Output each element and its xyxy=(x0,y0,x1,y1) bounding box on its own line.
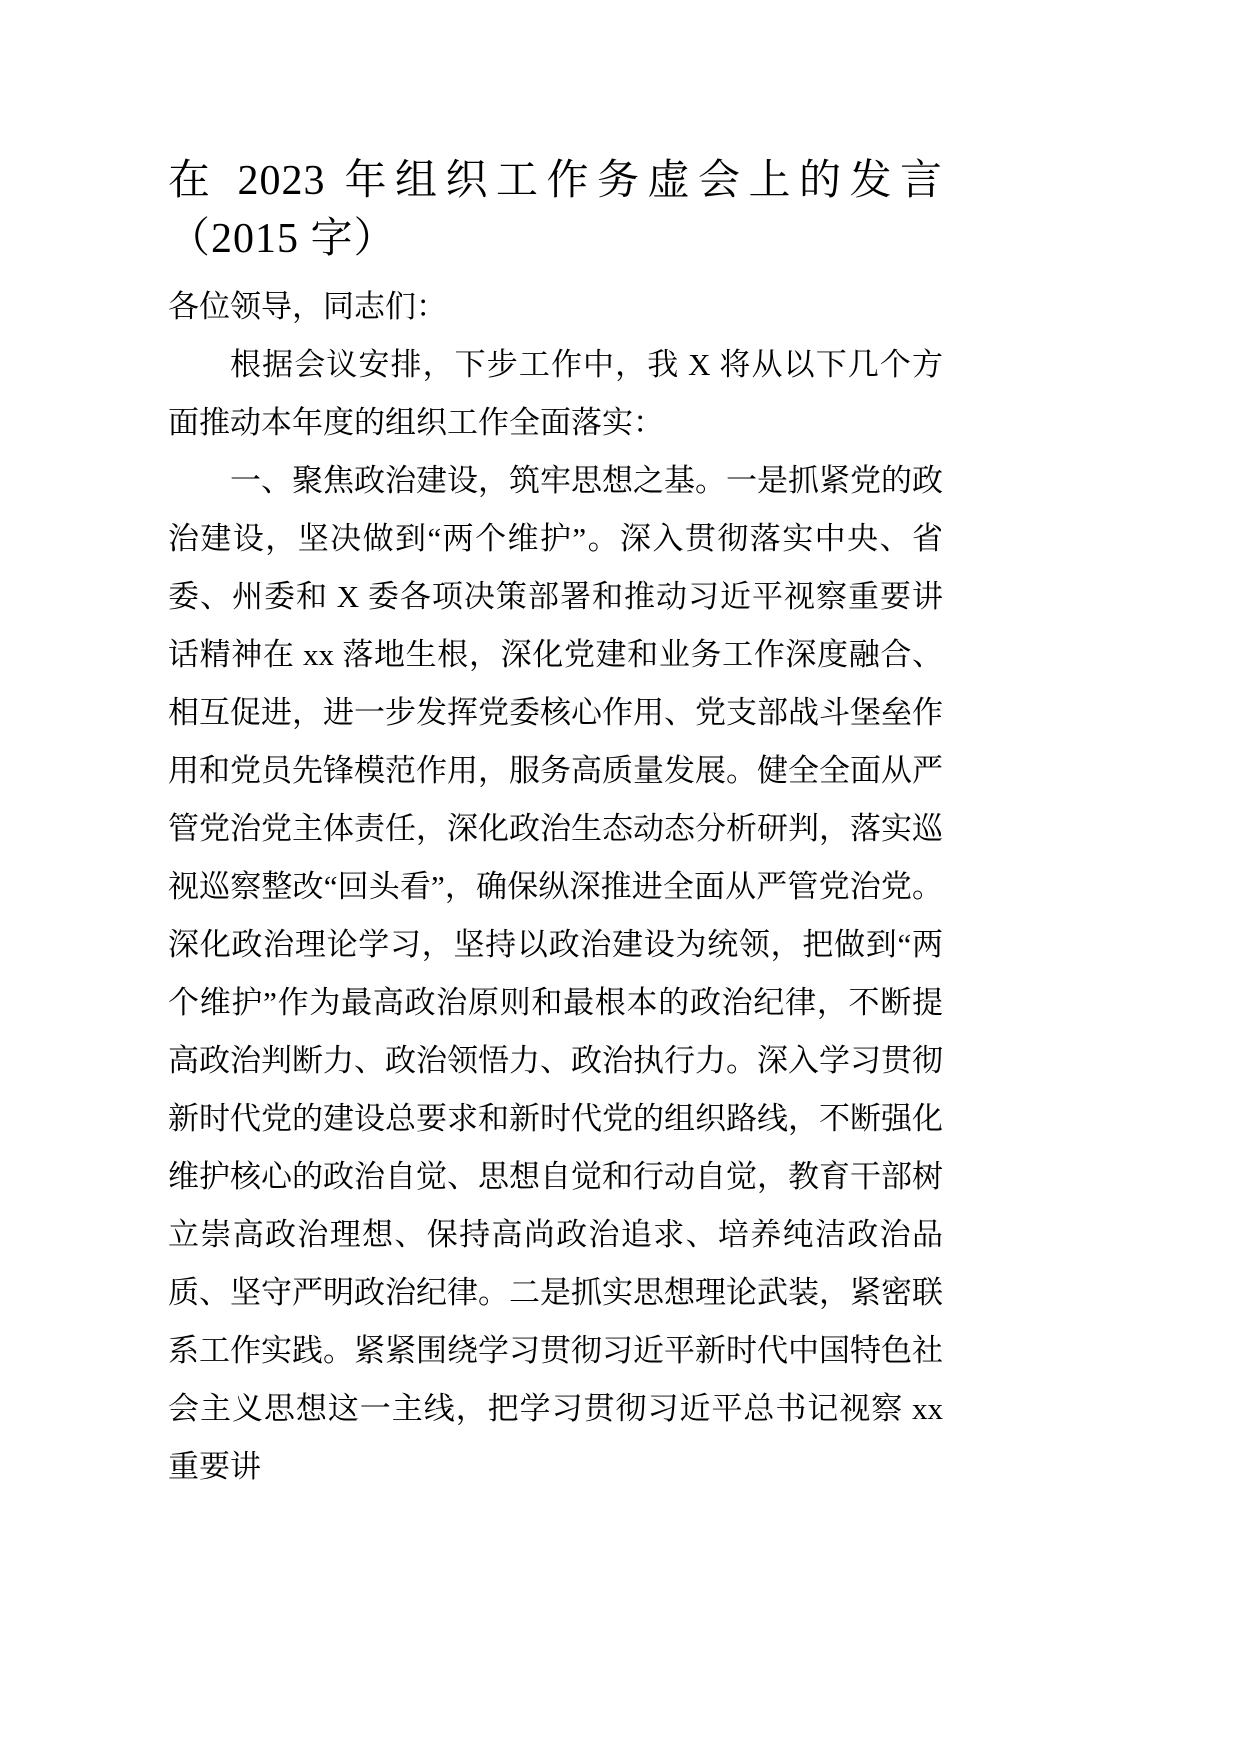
body-paragraph: 一、聚焦政治建设，筑牢思想之基。一是抓紧党的政治建设，坚决做到“两个维护”。深入贯彻落实中央、省委、州委和 X 委各项决策部署和推动习近平视察重要讲话精神在 xx 落地生根，深化党建和业务工作深度融合、相互促进，进一步发挥党委核心作用、党支部战斗堡垒作用和党员先锋模范作用，服务高质量发展。健全全面从严管党治党主体责任，深化政治生态动态分析研判，落实巡视巡察整改“回头看”，确保纵深推进全面从严管党治党。深化政治理论学习，坚持以政治建设为统领，把做到“两个维护”作为最高政治原则和最根本的政治纪律，不断提高政治判断力、政治领悟力、政治执行力。深入学习贯彻新时代党的建设总要求和新时代党的组织路线，不断强化维护核心的政治自觉、思想自觉和行动自觉，教育干部树立崇高政治理想、保持高尚政治追求、培养纯洁政治品质、坚守严明政治纪律。二是抓实思想理论武装，紧密联系工作实践。紧紧围绕学习贯彻习近平新时代中国特色社会主义思想这一主线，把学习贯彻习近平总书记视察 xx 重要讲 xyxy=(168,463,943,1484)
intro-paragraph: 根据会议安排，下步工作中，我 X 将从以下几个方面推动本年度的组织工作全面落实： xyxy=(168,347,943,440)
document-title: 在 2023 年组织工作务虚会上的发言（2015 字） xyxy=(168,158,943,262)
salutation-paragraph: 各位领导，同志们： xyxy=(168,289,447,324)
